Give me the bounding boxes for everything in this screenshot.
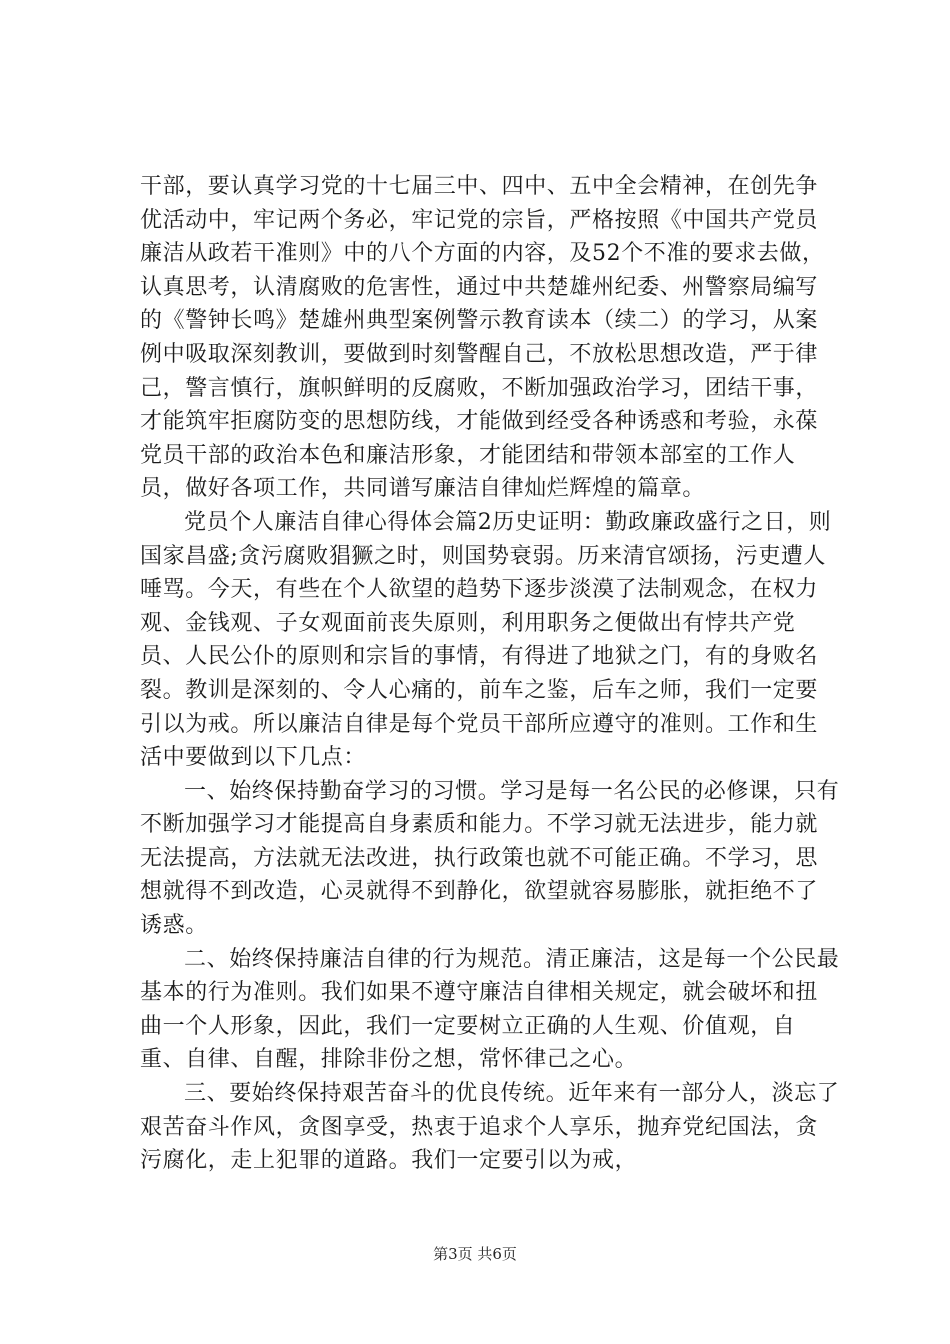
paragraph-continuation: 干部，要认真学习党的十七届三中、四中、五中全会精神，在创先争优活动中，牢记两个务必，牢记党的宗旨，严格按照《中国共产党员廉洁从政若干准则》中的八个方面的内容，及52个不准的要求去做，认真思考，认清腐败的危害性，通过中共楚雄州纪委、州警察局编写的《警钟长鸣》楚雄州典型案例警示教育读本（续二）的学习，从案例中吸取深刻教训，要做到时刻警醒自己，不放松思想改造，严于律己，警言慎行，旗帜鲜明的反腐败，不断加强政治学习，团结干事，才能筑牢拒腐防变的思想防线，才能做到经受各种诱惑和考验，永葆党员干部的政治本色和廉洁形象，才能团结和带领本部室的工作人员，做好各项工作，共同谱写廉洁自律灿烂辉煌的篇章。 (140, 174, 825, 502)
paragraph-article-2-intro: 党员个人廉洁自律心得体会篇2历史证明：勤政廉政盛行之日，则国家昌盛;贪污腐败猖獗之时，则国势衰弱。历来清官颂扬，污吏遭人唾骂。今天，有些在个人欲望的趋势下逐步淡漠了法制观念，在权力观、金钱观、子女观面前丧失原则，利用职务之便做出有悖共产党员、人民公仆的原则和宗旨的事情，有得进了地狱之门，有的身败名裂。教训是深刻的、令人心痛的，前车之鉴，后车之师，我们一定要引以为戒。所以廉洁自律是每个党员干部所应遵守的准则。工作和生活中要做到以下几点： (140, 509, 832, 771)
paragraph-point-3: 三、要始终保持艰苦奋斗的优良传统。近年来有一部分人，淡忘了艰苦奋斗作风，贪图享受，热衷于追求个人享乐，抛弃党纪国法，贪污腐化，走上犯罪的道路。我们一定要引以为戒， (140, 1081, 840, 1174)
paragraph-point-1: 一、始终保持勤奋学习的习惯。学习是每一名公民的必修课，只有不断加强学习才能提高自身素质和能力。不学习就无法进步，能力就无法提高，方法就无法改进，执行政策也就不可能正确。不学习，思想就得不到改造，心灵就得不到静化，欲望就容易膨胀，就拒绝不了诱惑。 (140, 778, 840, 939)
document-body (140, 170, 840, 1178)
paragraph-point-2: 二、始终保持廉洁自律的行为规范。清正廉洁，这是每一个公民最基本的行为准则。我们如果不遵守廉洁自律相关规定，就会破坏和扭曲一个人形象，因此，我们一定要树立正确的人生观、价值观，自重、自律、自醒，排除非份之想，常怀律己之心。 (140, 946, 840, 1073)
page-number-footer: 第3页 共6页 (433, 1245, 517, 1263)
